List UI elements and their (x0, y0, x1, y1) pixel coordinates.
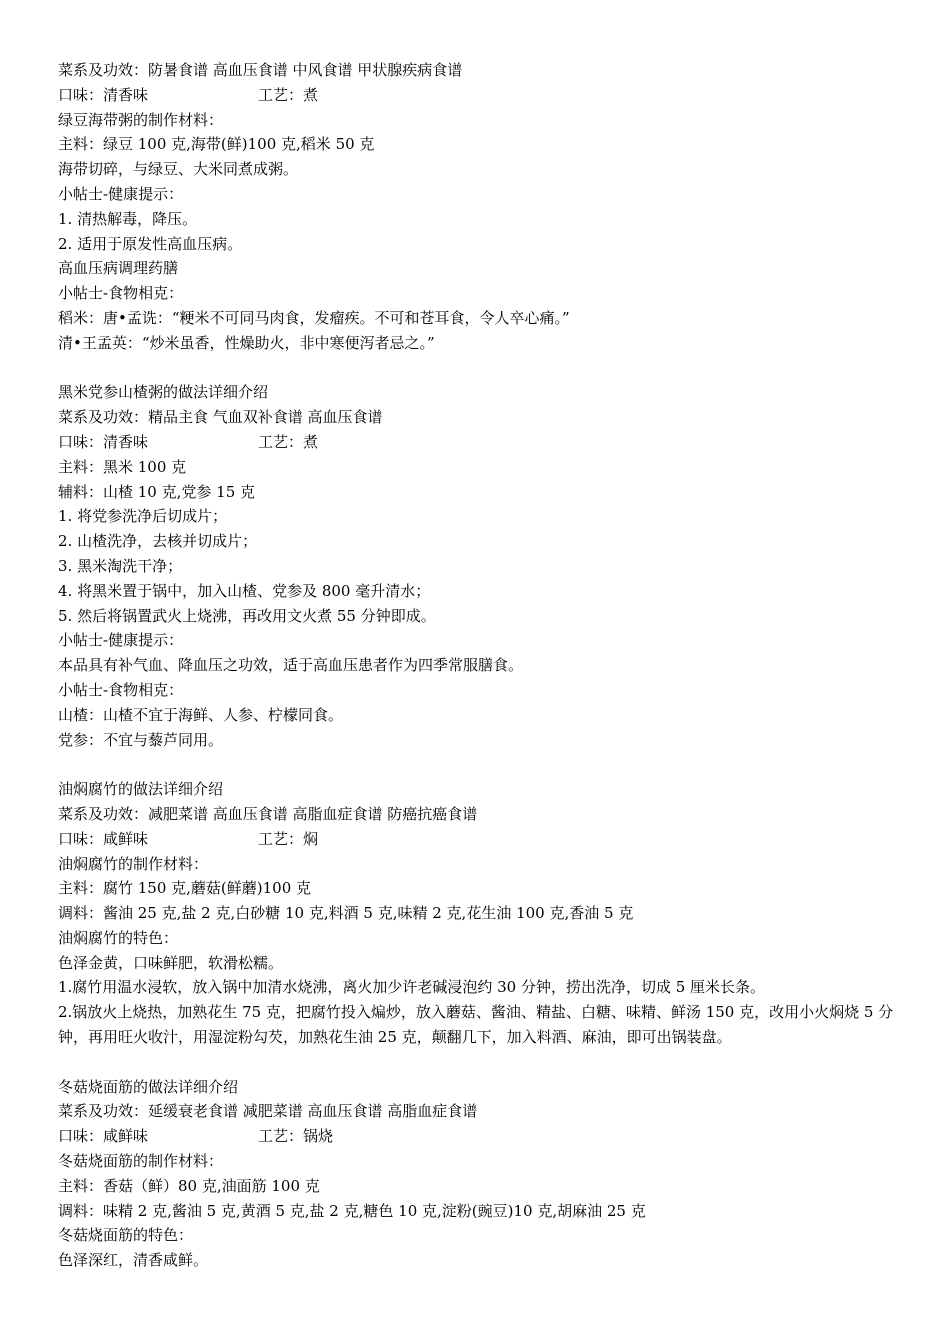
recipe-craft: 工艺：锅烧 (258, 1127, 334, 1146)
recipe-taste-craft (58, 827, 910, 852)
recipe-title: 冬菇烧面筋的做法详细介绍 (58, 1077, 239, 1096)
recipe-title: 黑米党参山楂粥的做法详细介绍 (58, 383, 269, 402)
recipe-seasoning: 调料：酱油 25 克,盐 2 克,白砂糖 10 克,料酒 5 克,味精 2 克,花生油 100 克,香油 5 克 (58, 904, 634, 923)
recipe-step: 2.锅放火上烧热，加熟花生 75 克，把腐竹投入煸炒，放入蘑菇、酱油、精盐、白糖、味精、鲜汤 150 克，改用小火焖烧 5 分钟，再用旺火收汁，用湿淀粉勾芡，加熟花生油 25 克，颠翻几下，加入料酒、麻油，即可出锅装盘。 (58, 1003, 894, 1047)
recipe-feature: 色泽深红，清香咸鲜。 (58, 1251, 209, 1270)
recipe-black-rice-porridge (58, 380, 910, 752)
recipe-step: 5. 然后将锅置武火上烧沸，再改用文火煮 55 分钟即成。 (58, 606, 436, 625)
recipe-health-tip: 本品具有补气血、降血压之功效，适于高血压患者作为四季常服膳食。 (58, 656, 524, 675)
blank-line (58, 752, 910, 777)
recipe-category: 菜系及功效：防暑食谱 高血压食谱 中风食谱 甲状腺疾病食谱 (58, 61, 463, 79)
recipe-materials-heading: 绿豆海带粥的制作材料： (58, 110, 224, 129)
recipe-craft: 工艺：焖 (258, 829, 319, 848)
recipe-title: 油焖腐竹的做法详细介绍 (58, 780, 224, 799)
recipe-food-tip: 清•王孟英：“炒米虽香，性燥助火，非中寒便泻者忌之。” (58, 333, 435, 352)
recipe-step: 2. 山楂洗净，去核并切成片； (58, 532, 258, 551)
recipe-food-tip-heading: 小帖士-食物相克： (58, 680, 184, 699)
recipe-taste-craft (58, 1124, 910, 1149)
recipe-step: 3. 黑米淘洗干净； (58, 556, 183, 575)
recipe-step: 4. 将黑米置于锅中，加入山楂、党参及 800 毫升清水； (58, 581, 431, 600)
recipe-health-tip-heading: 小帖士-健康提示： (58, 184, 184, 203)
recipe-craft: 工艺：煮 (258, 85, 319, 104)
blank-line (58, 356, 910, 381)
recipe-taste: 口味：咸鲜味 (58, 829, 149, 848)
recipe-aux-ingredients: 辅料：山楂 10 克,党参 15 克 (58, 482, 256, 501)
recipe-taste-craft (58, 430, 910, 455)
recipe-category: 菜系及功效：减肥菜谱 高血压食谱 高脂血症食谱 防癌抗癌食谱 (58, 804, 478, 823)
recipe-seasoning: 调料：味精 2 克,酱油 5 克,黄酒 5 克,盐 2 克,糖色 10 克,淀粉(豌豆)10 克,胡麻油 25 克 (58, 1201, 646, 1220)
recipe-main-ingredients: 主料：绿豆 100 克,海带(鲜)100 克,稻米 50 克 (58, 135, 375, 154)
recipe-health-tip: 1. 清热解毒，降压。 (58, 209, 198, 228)
recipe-health-tip: 2. 适用于原发性高血压病。 (58, 234, 243, 253)
recipe-main-ingredients: 主料：黑米 100 克 (58, 457, 187, 476)
recipe-step: 1.腐竹用温水浸软，放入锅中加清水烧沸，离火加少许老碱浸泡约 30 分钟，捞出洗净，切成 5 厘米长条。 (58, 978, 766, 997)
recipe-main-ingredients: 主料：腐竹 150 克,蘑菇(鲜蘑)100 克 (58, 879, 312, 898)
recipe-food-tip: 党参：不宜与藜芦同用。 (58, 730, 224, 749)
recipe-feature: 色泽金黄，口味鲜肥，软滑松糯。 (58, 953, 284, 972)
recipe-taste-craft (58, 83, 910, 108)
recipe-food-tip: 山楂：山楂不宜于海鲜、人参、柠檬同食。 (58, 705, 344, 724)
recipe-category: 菜系及功效：精品主食 气血双补食谱 高血压食谱 (58, 408, 383, 427)
blank-line (58, 1050, 910, 1075)
recipe-food-tip-heading: 小帖士-食物相克： (58, 284, 184, 303)
recipe-mushroom-gluten (58, 1075, 910, 1273)
recipe-taste: 口味：咸鲜味 (58, 1127, 149, 1146)
recipe-extra-note: 高血压病调理药膳 (58, 259, 179, 278)
recipe-health-tip-heading: 小帖士-健康提示： (58, 631, 184, 650)
recipe-feature-heading: 冬菇烧面筋的特色： (58, 1226, 194, 1245)
recipe-main-ingredients: 主料：香菇（鲜）80 克,油面筋 100 克 (58, 1176, 320, 1195)
recipe-materials-heading: 油焖腐竹的制作材料： (58, 854, 209, 873)
recipe-taste: 口味：清香味 (58, 85, 149, 104)
recipe-braised-tofu-skin (58, 777, 910, 1050)
recipe-step: 1. 将党参洗净后切成片； (58, 507, 228, 526)
recipe-category: 菜系及功效：延缓衰老食谱 减肥菜谱 高血压食谱 高脂血症食谱 (58, 1102, 478, 1121)
recipe-food-tip: 稻米：唐•孟诜：“粳米不可同马肉食，发瘤疾。不可和苍耳食，令人卒心痛。” (58, 308, 570, 327)
recipe-feature-heading: 油焖腐竹的特色： (58, 928, 179, 947)
recipe-taste: 口味：清香味 (58, 432, 149, 451)
recipe-method: 海带切碎，与绿豆、大米同煮成粥。 (58, 160, 299, 179)
recipe-mung-bean-kelp-porridge (58, 58, 910, 356)
recipe-materials-heading: 冬菇烧面筋的制作材料： (58, 1152, 224, 1171)
recipe-craft: 工艺：煮 (258, 432, 319, 451)
